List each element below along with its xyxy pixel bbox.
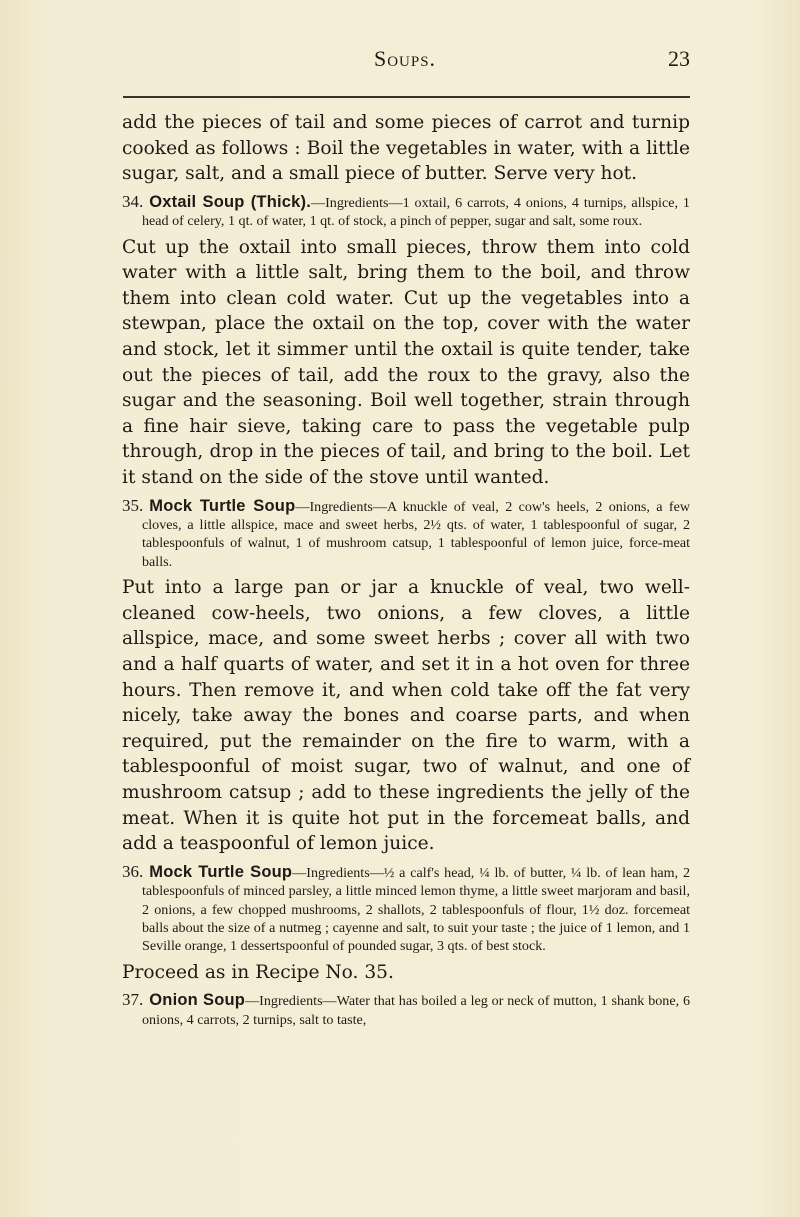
intro-paragraph: add the pieces of tail and some pieces of carrot and turnip cooked as follows : Boil the vegetables in water, with a little sugar, salt, and a small piece of butter. Serve very hot. <box>122 112 690 185</box>
recipe-34-heading <box>122 193 690 231</box>
recipe-37-heading <box>122 991 690 1029</box>
recipe-ingredients: —Ingredients—Water that has boiled a leg or neck of mutton, 1 shank bone, 6 onions, 4 carrots, 2 turnips, salt to taste, <box>142 993 691 1028</box>
header-rule <box>123 96 690 98</box>
recipe-title: Mock Turtle Soup <box>149 496 296 515</box>
recipe-number: 34. <box>122 191 144 211</box>
recipe-36-method: Proceed as in Recipe No. 35. <box>122 961 394 983</box>
recipe-35-method: Put into a large pan or jar a knuckle of veal, two well-cleaned cow-heels, two onions, a few cloves, a little allspice, mace, and some sweet herbs ; cover all with two and a half quarts of water, and set it in a hot oven for three hours. Then remove it, and when cold take off the fat very nicely, take away the bones and coarse parts, and when required, put the remainder on the fire to warm, with a tablespoonful of moist sugar, two of walnut, and one of mushroom catsup ; add to these ingredients the jelly of the meat. When it is quite hot put in the forcemeat balls, and add a teaspoonful of lemon juice. <box>122 577 690 855</box>
page-header <box>120 46 690 80</box>
recipe-title: Oxtail Soup (Thick). <box>149 192 311 211</box>
recipe-number: 36. <box>122 861 144 881</box>
recipe-ingredients: —Ingredients—1 oxtail, 6 carrots, 4 onions, 4 turnips, allspice, 1 head of celery, 1 qt. of water, 1 qt. of stock, a pinch of pepper, sugar and salt, some roux. <box>142 194 690 230</box>
recipe-ingredients: —Ingredients—½ a calf's head, ¼ lb. of butter, ¼ lb. of lean ham, 2 tablespoonfuls of minced parsley, a little minced lemon thyme, a little sweet marjoram and basil, 2 onions, a few chopped mushrooms, 2 shallots, 2 tablespoonfuls of flour, 1½ doz. forcemeat balls about the size of a nutmeg ; cayenne and salt, to suit your taste ; the juice of 1 lemon, and 1 Seville orange, 1 dessertspoonful of pounded sugar, 3 qts. of best stock. <box>142 864 690 955</box>
recipe-35-heading <box>122 497 690 572</box>
recipe-title: Onion Soup <box>149 991 246 1010</box>
recipe-number: 37. <box>122 990 144 1010</box>
recipe-ingredients: —Ingredients—A knuckle of veal, 2 cow's heels, 2 onions, a few cloves, a little allspice, mace and sweet herbs, 2½ qts. of water, 1 tablespoonful of sugar, 2 tablespoonfuls of walnut, 1 of mushroom catsup, 1 tablespoonful of lemon juice, force-meat balls. <box>142 498 690 570</box>
recipe-number: 35. <box>122 495 144 515</box>
page-number: 23 <box>668 46 690 71</box>
recipe-34-method: Cut up the oxtail into small pieces, throw them into cold water with a little salt, bring them to the boil, and throw them into clean cold water. Cut up the vegetables into a stewpan, place the oxtail on the top, cover with the water and stock, let it simmer until the oxtail is quite tender, take out the pieces of tail, add the roux to the gravy, also the sugar and the seasoning. Boil well together, strain through a fine hair sieve, taking care to pass the vegetable pulp through, drop in the pieces of tail, and bring to the boil. Let it stand on the side of the stove until wanted. <box>122 236 690 488</box>
page-content <box>122 110 690 1033</box>
recipe-36-heading <box>122 863 690 956</box>
recipe-title: Mock Turtle Soup <box>149 862 293 881</box>
running-title: Soups. <box>373 46 437 71</box>
